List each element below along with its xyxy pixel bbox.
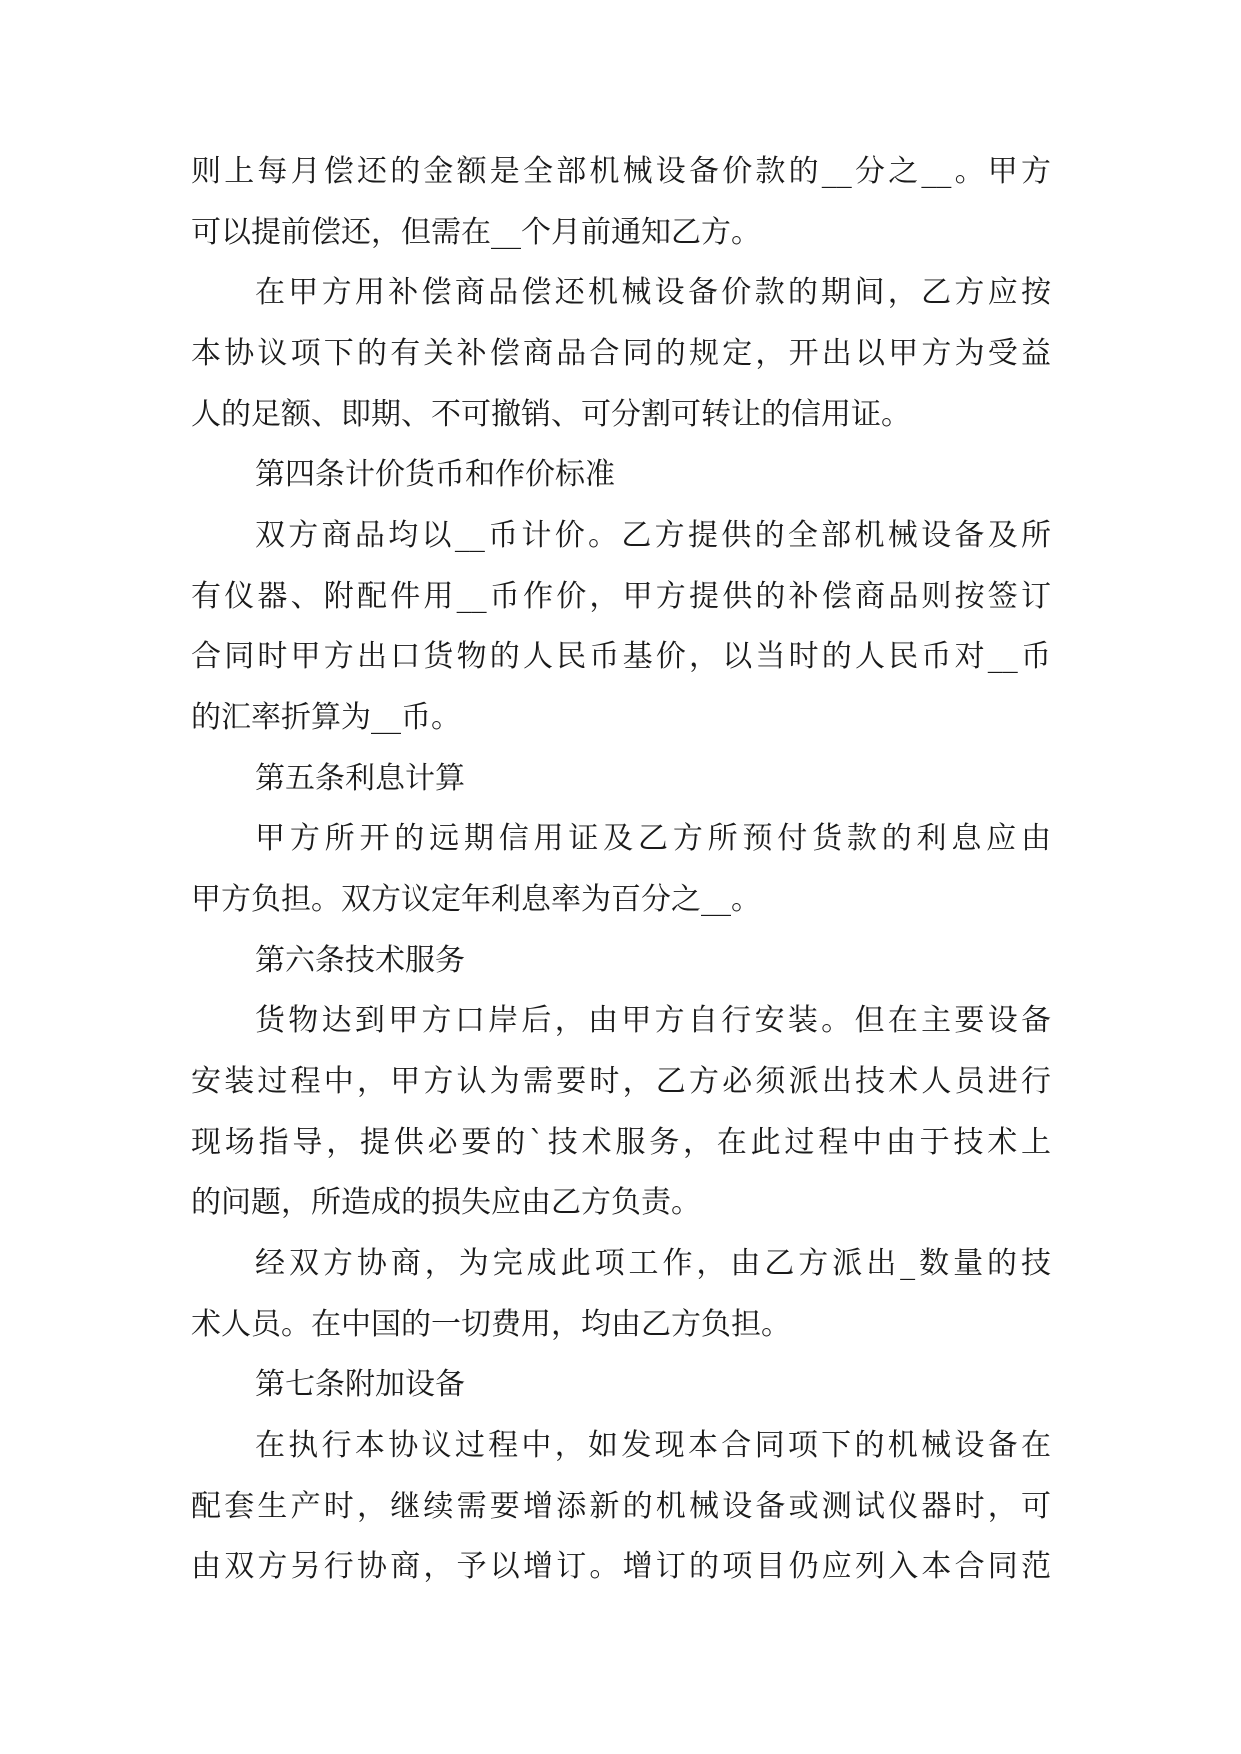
text-line: 安装过程中，甲方认为需要时，乙方必须派出技术人员进行 bbox=[191, 1064, 1051, 1099]
text-line: 由双方另行协商，予以增订。增订的项目仍应列入本合同范 bbox=[191, 1549, 1051, 1584]
text-line: 人的足额、即期、不可撤销、可分割可转让的信用证。 bbox=[191, 397, 911, 432]
section-heading: 第七条附加设备 bbox=[255, 1367, 465, 1402]
text-line: 的问题，所造成的损失应由乙方负责。 bbox=[191, 1185, 701, 1220]
text-line: 本协议项下的有关补偿商品合同的规定，开出以甲方为受益 bbox=[191, 336, 1051, 371]
text-line: 货物达到甲方口岸后，由甲方自行安装。但在主要设备 bbox=[255, 1003, 1051, 1038]
text-line: 双方商品均以__币计价。乙方提供的全部机械设备及所 bbox=[255, 518, 1051, 553]
text-line: 术人员。在中国的一切费用，均由乙方负担。 bbox=[191, 1307, 791, 1342]
text-line: 经双方协商，为完成此项工作，由乙方派出_数量的技 bbox=[255, 1246, 1051, 1281]
text-line: 配套生产时，继续需要增添新的机械设备或测试仪器时，可 bbox=[191, 1489, 1051, 1524]
text-line: 在执行本协议过程中，如发现本合同项下的机械设备在 bbox=[255, 1428, 1051, 1463]
section-heading: 第五条利息计算 bbox=[255, 761, 465, 796]
text-line: 甲方所开的远期信用证及乙方所预付货款的利息应由 bbox=[255, 821, 1051, 856]
text-line: 甲方负担。双方议定年利息率为百分之__。 bbox=[191, 882, 761, 917]
section-heading: 第四条计价货币和作价标准 bbox=[255, 457, 615, 492]
text-line: 现场指导，提供必要的`技术服务，在此过程中由于技术上 bbox=[191, 1125, 1051, 1160]
text-line: 在甲方用补偿商品偿还机械设备价款的期间，乙方应按 bbox=[255, 275, 1051, 310]
text-line: 可以提前偿还，但需在__个月前通知乙方。 bbox=[191, 215, 761, 250]
text-line: 有仪器、附配件用__币作价，甲方提供的补偿商品则按签订 bbox=[191, 579, 1051, 614]
section-heading: 第六条技术服务 bbox=[255, 943, 465, 978]
text-line: 则上每月偿还的金额是全部机械设备价款的__分之__。甲方 bbox=[191, 154, 1051, 189]
text-line: 合同时甲方出口货物的人民币基价，以当时的人民币对__币 bbox=[191, 639, 1051, 674]
text-line: 的汇率折算为__币。 bbox=[191, 700, 461, 735]
